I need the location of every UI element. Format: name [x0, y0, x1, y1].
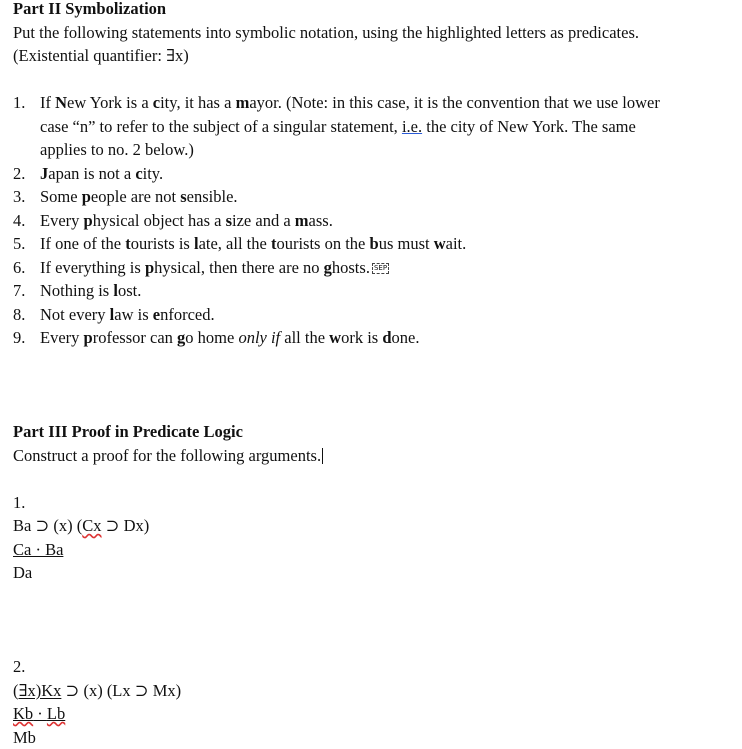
- statement-item: [13, 91, 663, 162]
- statement-number: 9.: [13, 326, 25, 350]
- statement-text: hysical object has a: [93, 211, 226, 230]
- predicate-letter: m: [295, 211, 309, 230]
- statement-text: eople are not: [91, 187, 180, 206]
- predicate-letter: t: [125, 234, 131, 253]
- part2-instruction: Put the following statements into symbolic notation, using the highlighted letters as predicates.: [13, 21, 661, 45]
- statement-text: Not every: [40, 305, 110, 324]
- premise-2: [13, 702, 663, 726]
- predicate-letter: l: [110, 305, 115, 324]
- argument-number: 2.: [13, 655, 663, 679]
- premise-2: Ca · Ba: [13, 538, 663, 562]
- statement-item: [13, 232, 663, 256]
- predicate-letter: g: [324, 258, 332, 277]
- statement-text: the city of New York. The same applies to no. 2 below.): [40, 117, 636, 160]
- conclusion: Da: [13, 561, 663, 585]
- predicate-letter: g: [177, 328, 185, 347]
- statement-text: o home: [185, 328, 238, 347]
- predicate-letter: c: [153, 93, 160, 112]
- premise-2-underlined: Kb · Lb: [13, 704, 65, 723]
- predicate-letter: s: [180, 187, 186, 206]
- statement-text: If: [40, 93, 55, 112]
- predicate-letter: l: [194, 234, 199, 253]
- statement-item: [13, 303, 663, 327]
- statement-text: us must: [379, 234, 434, 253]
- statement-text: nforced.: [160, 305, 215, 324]
- predicate-letter: N: [55, 93, 67, 112]
- statement-text: ity, it has a: [160, 93, 235, 112]
- statement-text: apan is not a: [48, 164, 135, 183]
- statement-item: [13, 162, 663, 186]
- argument-2: [13, 655, 663, 749]
- underlined-text: i.e.: [402, 117, 422, 136]
- premise-1: (∃x)Kx ⊃ (x) (Lx ⊃ Mx): [13, 679, 663, 703]
- italic-text: only if: [238, 328, 280, 347]
- statement-text: ass.: [309, 211, 333, 230]
- predicate-letter: l: [113, 281, 118, 300]
- statement-text: all the: [280, 328, 329, 347]
- part3-instruction: Construct a proof for the following arguments.: [13, 444, 663, 468]
- statement-number: 1.: [13, 91, 25, 115]
- statement-text: hosts.: [332, 258, 370, 277]
- statement-text: ourists is: [131, 234, 194, 253]
- statement-number: 7.: [13, 279, 25, 303]
- statement-number: 5.: [13, 232, 25, 256]
- predicate-letter: b: [370, 234, 379, 253]
- statement-text: Every: [40, 328, 84, 347]
- statement-text: If everything is: [40, 258, 145, 277]
- statement-text: ize and a: [232, 211, 295, 230]
- statement-number: 4.: [13, 209, 25, 233]
- statement-list: [13, 91, 663, 350]
- statement-text: ourists on the: [276, 234, 369, 253]
- statement-text: Some: [40, 187, 82, 206]
- predicate-letter: t: [271, 234, 277, 253]
- part2-title: Part II Symbolization: [13, 0, 663, 21]
- underlined-term: ∃x)Kx: [19, 681, 62, 700]
- statement-text: ost.: [118, 281, 141, 300]
- predicate-letter: p: [84, 211, 93, 230]
- predicate-letter: p: [84, 328, 93, 347]
- statement-item: [13, 279, 663, 303]
- statement-item: [13, 326, 663, 350]
- argument-1: [13, 491, 663, 585]
- predicate-letter: m: [236, 93, 250, 112]
- statement-text: ate, all the: [199, 234, 271, 253]
- statement-text: If one of the: [40, 234, 125, 253]
- statement-number: 6.: [13, 256, 25, 280]
- statement-text: ork is: [341, 328, 382, 347]
- predicate-letter: w: [329, 328, 341, 347]
- statement-number: 2.: [13, 162, 25, 186]
- predicate-letter: p: [82, 187, 91, 206]
- statement-item: [13, 209, 663, 233]
- sep-icon: SEP: [372, 263, 389, 274]
- statement-item: [13, 256, 663, 280]
- predicate-letter: s: [226, 211, 232, 230]
- premise-1: Ba ⊃ (x) (Cx ⊃ Dx): [13, 514, 663, 538]
- statement-number: 8.: [13, 303, 25, 327]
- statement-number: 3.: [13, 185, 25, 209]
- predicate-letter: p: [145, 258, 154, 277]
- statement-text: ity.: [143, 164, 163, 183]
- document-page: [13, 0, 663, 749]
- statement-text: Nothing is: [40, 281, 113, 300]
- statement-text: Every: [40, 211, 84, 230]
- statement-text: one.: [392, 328, 420, 347]
- statement-text: ew York is a: [67, 93, 153, 112]
- predicate-letter: c: [135, 164, 142, 183]
- argument-number: 1.: [13, 491, 663, 515]
- conclusion: Mb: [13, 726, 663, 749]
- part2-note: (Existential quantifier: ∃x): [13, 44, 663, 68]
- statement-text: ait.: [446, 234, 467, 253]
- predicate-letter: J: [40, 164, 48, 183]
- predicate-letter: e: [153, 305, 160, 324]
- part3-title: Part III Proof in Predicate Logic: [13, 420, 663, 444]
- spell-flag: Kb: [13, 704, 33, 723]
- statement-text: hysical, then there are no: [154, 258, 324, 277]
- statement-text: aw is: [114, 305, 153, 324]
- predicate-letter: w: [434, 234, 446, 253]
- statement-text: rofessor can: [93, 328, 177, 347]
- statement-text: ensible.: [187, 187, 238, 206]
- statement-text: ayor. (Note: in this case, it is the convention that we use lower case “n” to refer to the subject of a singular statement,: [40, 93, 660, 136]
- predicate-letter: d: [382, 328, 391, 347]
- spell-flag: Lb: [47, 704, 65, 723]
- spell-flag: Cx: [82, 516, 101, 535]
- statement-item: [13, 185, 663, 209]
- text-cursor: [322, 448, 323, 464]
